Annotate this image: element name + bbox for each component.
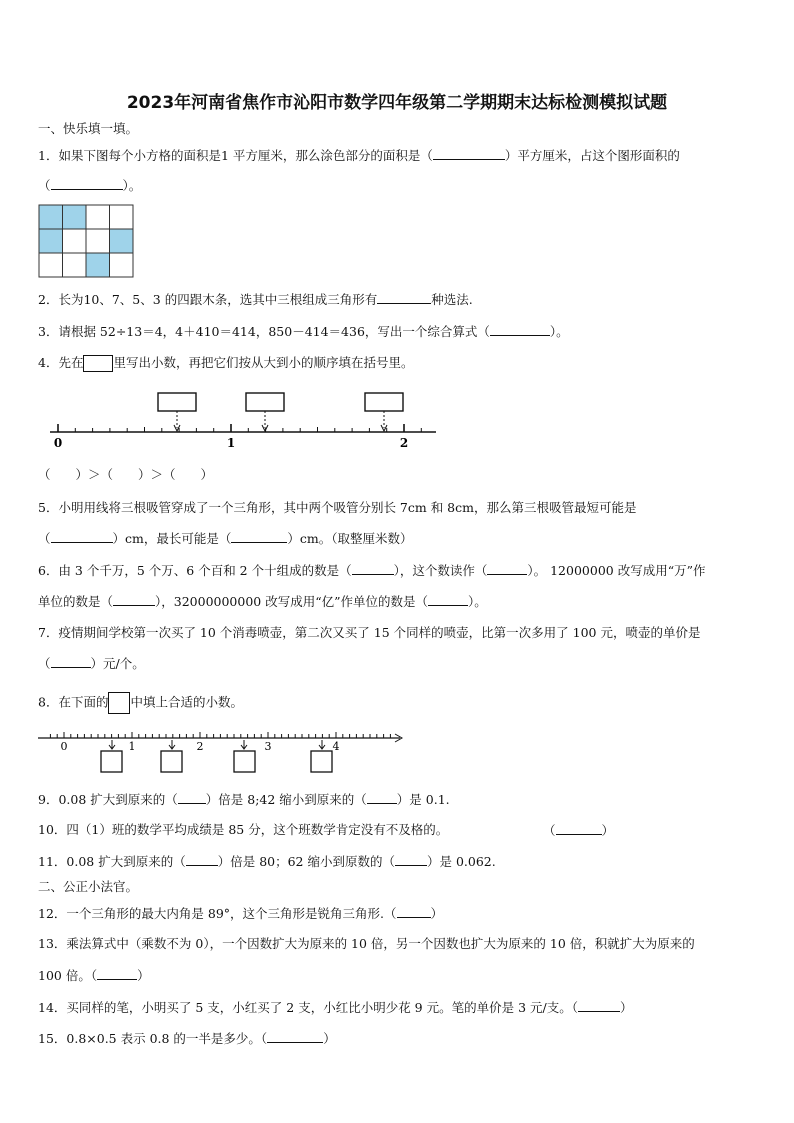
q2-text-b: 种选法. bbox=[431, 292, 473, 307]
question-6-line-1 bbox=[38, 562, 705, 579]
q12-text-a: 12．一个三角形的最大内角是 89°，这个三角形是锐角三角形.（ bbox=[38, 906, 397, 921]
q10-blank[interactable] bbox=[556, 822, 602, 835]
question-10-answer bbox=[543, 822, 614, 839]
q4-text-a: 4．先在 bbox=[38, 355, 84, 370]
question-9 bbox=[38, 791, 450, 808]
q8-text-b: 中填上合适的小数。 bbox=[130, 694, 243, 710]
grid-figure bbox=[38, 204, 134, 278]
shaded-cell bbox=[63, 205, 87, 229]
q6-blank-1[interactable] bbox=[352, 562, 394, 575]
q6-blank-2[interactable] bbox=[487, 562, 527, 575]
q14-blank[interactable] bbox=[578, 999, 620, 1012]
q3-text-a: 3．请根据 52÷13＝4，4＋410＝414，850－414＝436，写出一个综合算式（ bbox=[38, 324, 490, 339]
tick-label: 4 bbox=[332, 740, 340, 753]
question-2 bbox=[38, 291, 473, 308]
answer-box-4[interactable] bbox=[311, 740, 332, 772]
question-6-line-2 bbox=[38, 593, 487, 610]
answer-box-1[interactable] bbox=[101, 740, 122, 772]
q11-text-b: ）倍是 80；62 缩小到原数的（ bbox=[217, 854, 395, 869]
tick-label: 1 bbox=[128, 740, 136, 753]
q15-blank[interactable] bbox=[267, 1030, 323, 1043]
q3-text-b: ）。 bbox=[549, 324, 569, 339]
q11-blank-2[interactable] bbox=[395, 853, 427, 866]
q6-blank-3[interactable] bbox=[113, 593, 155, 606]
q14-text-b: ） bbox=[619, 1000, 633, 1015]
q13-blank[interactable] bbox=[97, 967, 137, 980]
q1-text-a: 1．如果下图每个小方格的面积是1 平方厘米，那么涂色部分的面积是（ bbox=[38, 148, 433, 163]
question-4 bbox=[38, 355, 413, 372]
question-5-line-2 bbox=[38, 530, 412, 547]
q6-text-f: ）。 bbox=[468, 594, 487, 609]
number-line-2 bbox=[36, 728, 408, 778]
q3-blank[interactable] bbox=[490, 323, 550, 336]
q1-blank-1[interactable] bbox=[433, 147, 505, 160]
question-15 bbox=[38, 1030, 336, 1047]
q5-blank-2[interactable] bbox=[231, 530, 287, 543]
answer-box-1[interactable] bbox=[158, 393, 196, 431]
q1-text-c: （ bbox=[38, 178, 51, 193]
question-7-line-1: 7．疫情期间学校第一次买了 10 个消毒喷壶，第二次又买了 15 个同样的喷壶，比第一次多用了 100 元，喷壶的单价是 bbox=[38, 625, 701, 640]
q4-text-b: 里写出小数，再把它们按从大到小的顺序填在括号里。 bbox=[113, 355, 414, 370]
q5-text-b: （ bbox=[38, 531, 51, 546]
tick-label: 3 bbox=[264, 740, 272, 753]
q1-text-d: ）。 bbox=[122, 178, 142, 193]
question-5-line-1: 5．小明用线将三根吸管穿成了一个三角形，其中两个吸管分别长 7cm 和 8cm，那么第三根吸管最短可能是 bbox=[38, 500, 637, 515]
q11-blank-1[interactable] bbox=[186, 853, 218, 866]
q9-blank-2[interactable] bbox=[367, 791, 397, 804]
tick-label: 1 bbox=[226, 436, 236, 450]
question-8 bbox=[38, 692, 243, 714]
q6-text-b: ），这个数读作（ bbox=[393, 563, 488, 578]
q6-blank-4[interactable] bbox=[428, 593, 468, 606]
q1-blank-2[interactable] bbox=[51, 177, 123, 190]
tick-label: 0 bbox=[60, 740, 68, 753]
answer-box-3[interactable] bbox=[234, 740, 255, 772]
answer-box-icon bbox=[108, 692, 130, 714]
q14-text-a: 14．买同样的笔，小明买了 5 支，小红买了 2 支，小红比小明少花 9 元。笔的单价是 3 元/支。（ bbox=[38, 1000, 578, 1015]
tick-label: 2 bbox=[399, 436, 409, 450]
question-12 bbox=[38, 905, 443, 922]
question-13-line-2 bbox=[38, 967, 150, 984]
q15-text-a: 15．0.8×0.5 表示 0.8 的一半是多少。（ bbox=[38, 1031, 268, 1046]
q2-text-a: 2．长为10、7、5、3 的四跟木条，选其中三根组成三角形有 bbox=[38, 292, 378, 307]
q10-text-c: ） bbox=[601, 823, 615, 838]
number-line-1 bbox=[42, 384, 442, 454]
answer-box-icon bbox=[83, 355, 113, 372]
question-7-line-2 bbox=[38, 655, 145, 672]
q9-text-c: ）是 0.1. bbox=[396, 792, 450, 807]
q7-blank[interactable] bbox=[51, 655, 91, 668]
q13-text-c: ） bbox=[137, 968, 150, 983]
page-title: 2023年河南省焦作市沁阳市数学四年级第二学期期末达标检测模拟试题 bbox=[126, 93, 668, 113]
order-blanks[interactable]: （ ）＞（ ）＞（ ） bbox=[38, 467, 214, 482]
question-11 bbox=[38, 853, 496, 870]
q6-text-e: ），32000000000 改写成用“亿”作单位的数是（ bbox=[155, 594, 429, 609]
q11-text-c: ）是 0.062. bbox=[426, 854, 496, 869]
q10-text-b: （ bbox=[543, 823, 556, 838]
shaded-cell bbox=[39, 205, 63, 229]
q6-text-d: 单位的数是（ bbox=[38, 594, 114, 609]
q2-blank[interactable] bbox=[377, 291, 431, 304]
question-1-line-2 bbox=[38, 177, 141, 194]
q11-text-a: 11．0.08 扩大到原来的（ bbox=[38, 854, 186, 869]
question-10: 10．四（1）班的数学平均成绩是 85 分，这个班数学肯定没有不及格的。 bbox=[38, 822, 449, 837]
question-3 bbox=[38, 323, 569, 340]
q7-text-c: ）元/个。 bbox=[90, 656, 145, 671]
q8-text-a: 8．在下面的 bbox=[38, 694, 109, 710]
q9-text-a: 9．0.08 扩大到原来的（ bbox=[38, 792, 178, 807]
question-13-line-1: 13．乘法算式中（乘数不为 0），一个因数扩大为原来的 10 倍，另一个因数也扩大为原来的 10 倍，积就扩大为原来的 bbox=[38, 936, 695, 951]
q1-text-b: ）平方厘米，占这个图形面积的 bbox=[504, 148, 680, 163]
q9-blank-1[interactable] bbox=[178, 791, 206, 804]
section-heading-2: 二、公正小法官。 bbox=[38, 879, 139, 894]
shaded-cell bbox=[110, 229, 134, 253]
question-1-line-1 bbox=[38, 147, 680, 164]
q9-text-b: ）倍是 8;42 缩小到原来的（ bbox=[205, 792, 367, 807]
q12-blank[interactable] bbox=[397, 905, 431, 918]
tick-label: 0 bbox=[53, 436, 63, 450]
q5-text-d: ）cm。（取整厘米数） bbox=[287, 531, 413, 546]
shaded-cell bbox=[39, 229, 63, 253]
answer-box-2[interactable] bbox=[161, 740, 182, 772]
section-heading-1: 一、快乐填一填。 bbox=[38, 121, 139, 136]
q7-text-b: （ bbox=[38, 656, 51, 671]
shaded-cell bbox=[86, 253, 110, 277]
q5-text-c: ）cm，最长可能是（ bbox=[112, 531, 232, 546]
q12-text-b: ） bbox=[430, 906, 444, 921]
answer-box-3[interactable] bbox=[365, 393, 403, 431]
q13-text-b: 100 倍。（ bbox=[38, 968, 98, 983]
q6-text-c: ）。 12000000 改写成用“万”作 bbox=[527, 563, 706, 578]
question-14 bbox=[38, 999, 632, 1016]
q5-blank-1[interactable] bbox=[51, 530, 113, 543]
answer-box-2[interactable] bbox=[246, 393, 284, 431]
q6-text-a: 6．由 3 个千万，5 个万、6 个百和 2 个十组成的数是（ bbox=[38, 563, 352, 578]
q15-text-b: ） bbox=[323, 1031, 336, 1046]
tick-label: 2 bbox=[196, 740, 204, 753]
